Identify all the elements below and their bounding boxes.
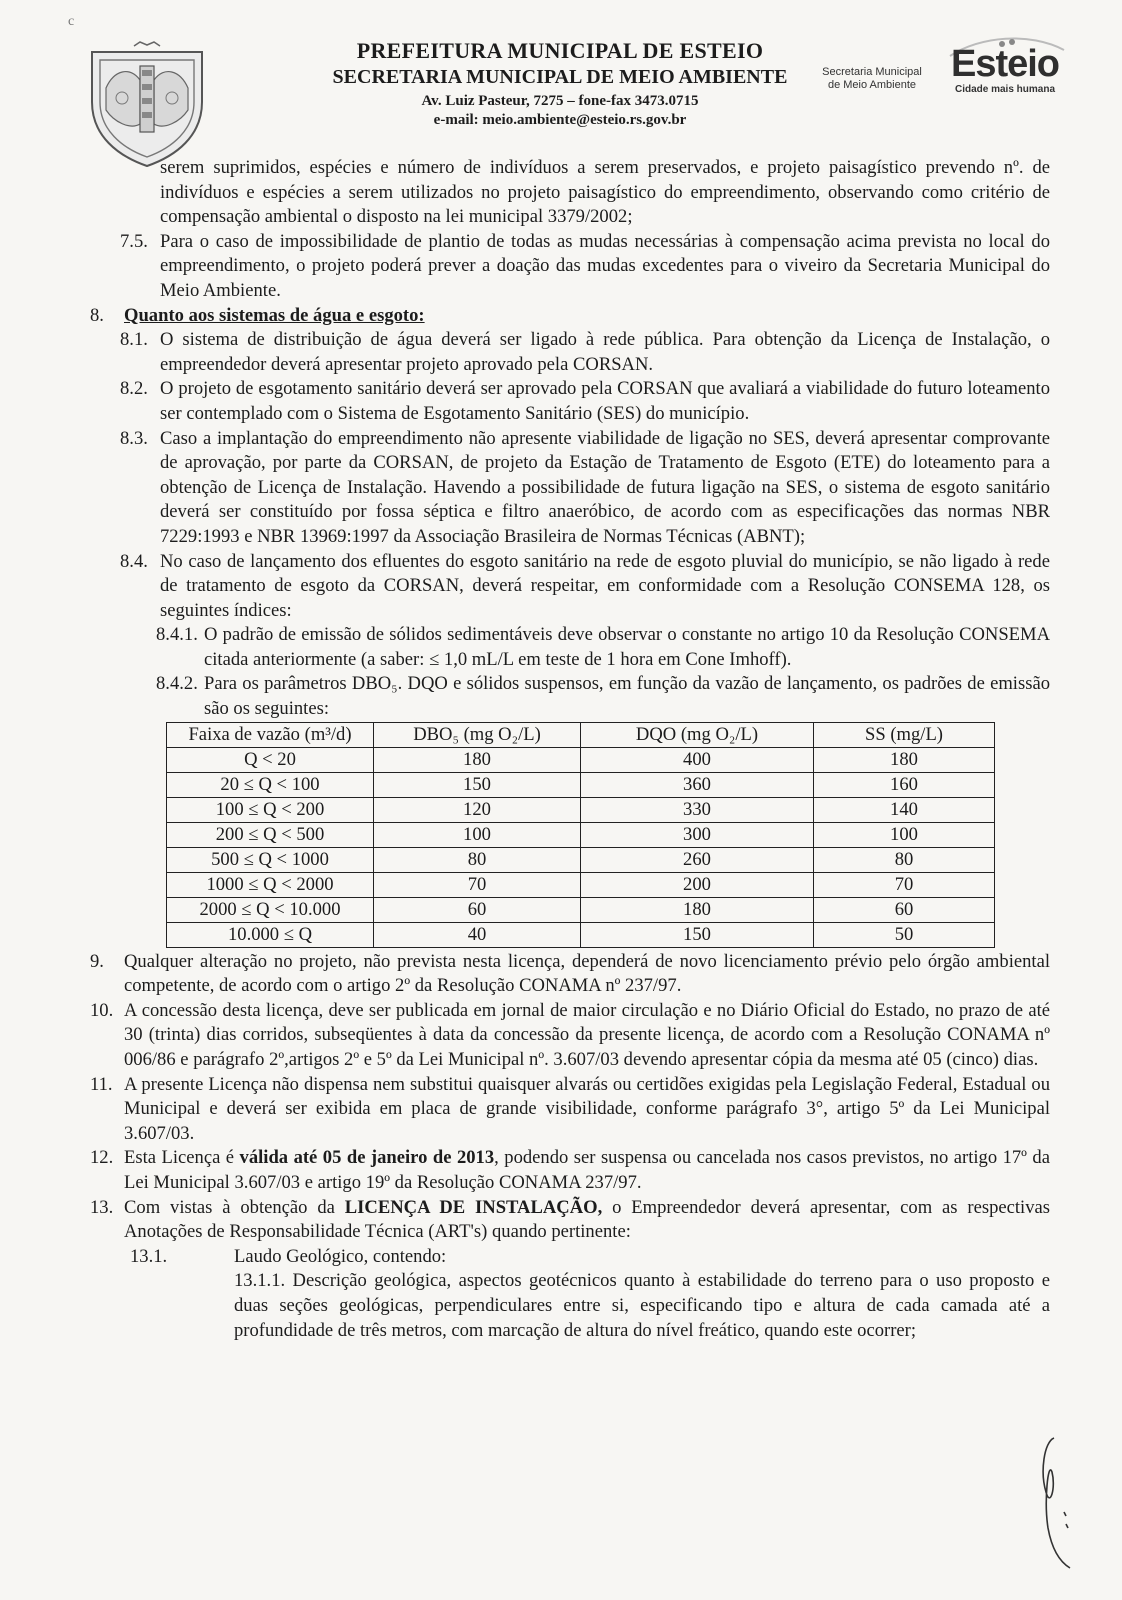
secretaria-label bbox=[820, 66, 924, 92]
paragraph-text: Laudo Geológico, contendo: bbox=[234, 1245, 447, 1267]
paragraph-text: Para os parâmetros DBO₅. DQO e sólidos suspensos, em função da vazão de lançamento, os padrões de emissão são os seguintes: bbox=[204, 673, 1050, 720]
item-12 bbox=[90, 1146, 1050, 1195]
table-cell: 20 ≤ Q < 100 bbox=[167, 772, 374, 797]
paragraph-text: No caso de lançamento dos efluentes do esgoto sanitário na rede de esgoto pluvial do município, se não ligado à rede de tratamento de esgoto da CORSAN, deverá respeitar, em conformidade com a Resolução CONSEMA 128, os seguintes índices: bbox=[160, 550, 1050, 621]
item-number: 10. bbox=[90, 999, 114, 1021]
table-cell: Q < 20 bbox=[167, 747, 374, 772]
emission-standards-table bbox=[166, 722, 995, 948]
table-row bbox=[167, 847, 995, 872]
table-header-cell: Faixa de vazão (m³/d) bbox=[167, 722, 374, 747]
item-13-1 bbox=[90, 1245, 1050, 1270]
text-run: Esta Licença é bbox=[124, 1147, 240, 1169]
table-cell: 80 bbox=[374, 847, 581, 872]
paragraph-text: O projeto de esgotamento sanitário deverá ser aprovado pela CORSAN que avaliará a viabilidade do futuro loteamento ser contemplado com o Sistema de Esgotamento Sanitário (SES) do município. bbox=[160, 378, 1050, 424]
table-row bbox=[167, 747, 995, 772]
paragraph-7-4-continued bbox=[90, 156, 1050, 230]
table-cell: 60 bbox=[814, 897, 995, 922]
table-cell: 400 bbox=[581, 747, 814, 772]
item-number: 8.4.1. bbox=[156, 624, 198, 646]
table-header-row bbox=[167, 722, 995, 747]
table-cell: 180 bbox=[374, 747, 581, 772]
item-number: 8.4.2. bbox=[156, 673, 198, 695]
item-8-1 bbox=[90, 328, 1050, 377]
table-cell: 140 bbox=[814, 797, 995, 822]
logo-tagline: Cidade mais humana bbox=[954, 84, 1056, 95]
paragraph-text: 13.1.1. Descrição geológica, aspectos geotécnicos quanto à estabilidade do terreno para o uso proposto e duas seções geológicas, perpendiculares entre si, especificando tipo e altura de cada camada até a profundidade de três metros, com marcação de altura do nível freático, quando este ocorrer; bbox=[234, 1270, 1050, 1341]
table-cell: 40 bbox=[374, 922, 581, 947]
item-9 bbox=[90, 950, 1050, 999]
paragraph-text bbox=[124, 1196, 1050, 1245]
secretaria-line-2: de Meio Ambiente bbox=[827, 79, 917, 91]
item-11 bbox=[90, 1073, 1050, 1147]
table-cell: 150 bbox=[374, 772, 581, 797]
item-8-4-1 bbox=[90, 623, 1050, 672]
validity-date: válida até 05 de janeiro de 2013 bbox=[239, 1147, 495, 1169]
table-row bbox=[167, 922, 995, 947]
paragraph-text: A concessão desta licença, deve ser publicada em jornal de maior circulação e no Diário Oficial do Estado, no prazo de até 30 (trinta) dias corridos, subseqüentes à data da concessão da presente licença, de acordo com a Resolução CONAMA nº 006/86 e parágrafo 2º,artigos 2º e 5º da Lei Municipal nº. 3.607/03 devendo apresentar cópia da mesma até 05 (cinco) dias. bbox=[124, 999, 1050, 1071]
item-8-4-2 bbox=[90, 672, 1050, 721]
letterhead-address: Av. Luiz Pasteur, 7275 – fone-fax 3473.0715 bbox=[421, 93, 699, 109]
item-number: 8. bbox=[90, 304, 104, 326]
item-number: 11. bbox=[90, 1073, 113, 1095]
paragraph-text: A presente Licença não dispensa nem substitui quaisquer alvarás ou certidões exigidas pela Legislação Federal, Estadual ou Municipal e deverá ser exibida em placa de grande visibilidade, conforme parágrafo 3°, artigo 5º da Lei Municipal 3.607/03. bbox=[124, 1073, 1050, 1144]
table-cell: 180 bbox=[581, 897, 814, 922]
table-cell: 120 bbox=[374, 797, 581, 822]
table-header-cell: DQO (mg O₂/L) bbox=[581, 722, 814, 747]
table-header-cell: SS (mg/L) bbox=[814, 722, 995, 747]
logo-word: Esteio bbox=[950, 43, 1060, 85]
table-cell: 200 ≤ Q < 500 bbox=[167, 822, 374, 847]
table-cell: 500 ≤ Q < 1000 bbox=[167, 847, 374, 872]
municipal-crest-icon bbox=[84, 40, 210, 168]
esteio-logo bbox=[946, 42, 1064, 95]
paragraph-text: Para o caso de impossibilidade de plantio de todas as mudas necessárias à compensação acima prevista no local do empreendimento, o projeto poderá prever a doação das mudas excedentes para o viveiro da Secretaria Municipal do Meio Ambiente. bbox=[160, 230, 1050, 301]
initials-signature-icon bbox=[1030, 1432, 1080, 1572]
table-row bbox=[167, 897, 995, 922]
table-cell: 70 bbox=[374, 872, 581, 897]
table-cell: 160 bbox=[814, 772, 995, 797]
table-row bbox=[167, 797, 995, 822]
item-8-2 bbox=[90, 377, 1050, 426]
table-cell: 100 ≤ Q < 200 bbox=[167, 797, 374, 822]
item-10 bbox=[90, 999, 1050, 1073]
table-cell: 180 bbox=[814, 747, 995, 772]
secretaria-line-1: Secretaria Municipal bbox=[822, 66, 922, 78]
paragraph-text: O sistema de distribuição de água deverá ser ligado à rede pública. Para obtenção da Licença de Instalação, o empreendedor deverá apresentar projeto aprovado pela CORSAN. bbox=[160, 329, 1050, 375]
paragraph-text: serem suprimidos, espécies e número de indivíduos a serem preservados, e projeto paisagístico prevendo nº. de indivíduos e espécies a serem utilizados no projeto paisagístico do empreendimento, observando como critério de compensação ambiental o disposto na lei municipal 3379/2002; bbox=[160, 157, 1050, 228]
letterhead bbox=[290, 38, 830, 129]
letterhead-title: PREFEITURA MUNICIPAL DE ESTEIO bbox=[356, 38, 764, 63]
text-run: o Empreendedor deverá apresentar, com as respectivas Anotações de Responsabilidade Técnica (ART's) quando pertinente: bbox=[124, 1196, 1050, 1243]
scan-mark: c bbox=[68, 14, 75, 29]
document-body bbox=[90, 156, 1050, 1343]
table-cell: 100 bbox=[374, 822, 581, 847]
paragraph-text: O padrão de emissão de sólidos sedimentáveis deve observar o constante no artigo 10 da Resolução CONSEMA citada anteriormente (a saber: ≤ 1,0 mL/L em teste de 1 hora em Cone Imhoff). bbox=[204, 624, 1050, 670]
paragraph-text: Caso a implantação do empreendimento não apresente viabilidade de ligação no SES, deverá apresentar comprovante de aprovação, por parte da CORSAN, de projeto da Estação de Tratamento de Esgoto (ETE) do loteamento para a obtenção de Licença de Instalação. Havendo a possibilidade de futura ligação na SES, o sistema de esgoto sanitário deverá ser constituído por fossa séptica e filtro anaeróbico, de acordo com as especificações das normas NBR 7229:1993 e NBR 13969:1997 da Associação Brasileira de Normas Técnicas (ABNT); bbox=[160, 427, 1050, 547]
item-8 bbox=[90, 304, 1050, 329]
item-number: 12. bbox=[90, 1147, 114, 1169]
text-run: , podendo ser suspensa ou cancelada nos casos previstos, no artigo 17º da Lei Municipal 3.607/03 e artigo 19º da Resolução CONAMA 237/97. bbox=[124, 1147, 1050, 1193]
table-cell: 150 bbox=[581, 922, 814, 947]
item-number: 13. bbox=[90, 1196, 114, 1218]
table-cell: 330 bbox=[581, 797, 814, 822]
table-cell: 300 bbox=[581, 822, 814, 847]
table-cell: 100 bbox=[814, 822, 995, 847]
table-cell: 1000 ≤ Q < 2000 bbox=[167, 872, 374, 897]
paragraph-text: Qualquer alteração no projeto, não prevista nesta licença, dependerá de novo licenciamento prévio pelo órgão ambiental competente, de acordo com o artigo 2º da Resolução CONAMA nº 237/97. bbox=[124, 950, 1050, 997]
item-number: 8.4. bbox=[120, 550, 148, 572]
table-cell: 70 bbox=[814, 872, 995, 897]
item-7-5 bbox=[90, 230, 1050, 304]
item-number: 8.2. bbox=[120, 378, 148, 400]
table-header-cell: DBO₅ (mg O₂/L) bbox=[374, 722, 581, 747]
item-number: 7.5. bbox=[120, 230, 148, 252]
item-number: 8.1. bbox=[120, 329, 148, 351]
table-cell: 60 bbox=[374, 897, 581, 922]
table-row bbox=[167, 872, 995, 897]
section-heading: Quanto aos sistemas de água e esgoto: bbox=[124, 304, 425, 326]
item-number: 8.3. bbox=[120, 427, 148, 449]
item-13-1-1 bbox=[90, 1269, 1050, 1343]
table-cell: 50 bbox=[814, 922, 995, 947]
item-13 bbox=[90, 1196, 1050, 1245]
table-cell: 80 bbox=[814, 847, 995, 872]
text-run: Com vistas à obtenção da bbox=[124, 1196, 345, 1218]
letterhead-email: e-mail: meio.ambiente@esteio.rs.gov.br bbox=[433, 112, 687, 128]
item-8-3 bbox=[90, 427, 1050, 550]
table-cell: 200 bbox=[581, 872, 814, 897]
table-cell: 10.000 ≤ Q bbox=[167, 922, 374, 947]
paragraph-text bbox=[124, 1146, 1050, 1195]
item-number: 9. bbox=[90, 950, 104, 972]
letterhead-subtitle: SECRETARIA MUNICIPAL DE MEIO AMBIENTE bbox=[332, 66, 788, 88]
table-row bbox=[167, 772, 995, 797]
license-type: LICENÇA DE INSTALAÇÃO, bbox=[344, 1196, 603, 1218]
table-cell: 260 bbox=[581, 847, 814, 872]
item-number: 13.1. bbox=[130, 1245, 168, 1267]
table-cell: 360 bbox=[581, 772, 814, 797]
item-8-4 bbox=[90, 550, 1050, 624]
table-cell: 2000 ≤ Q < 10.000 bbox=[167, 897, 374, 922]
table-row bbox=[167, 822, 995, 847]
